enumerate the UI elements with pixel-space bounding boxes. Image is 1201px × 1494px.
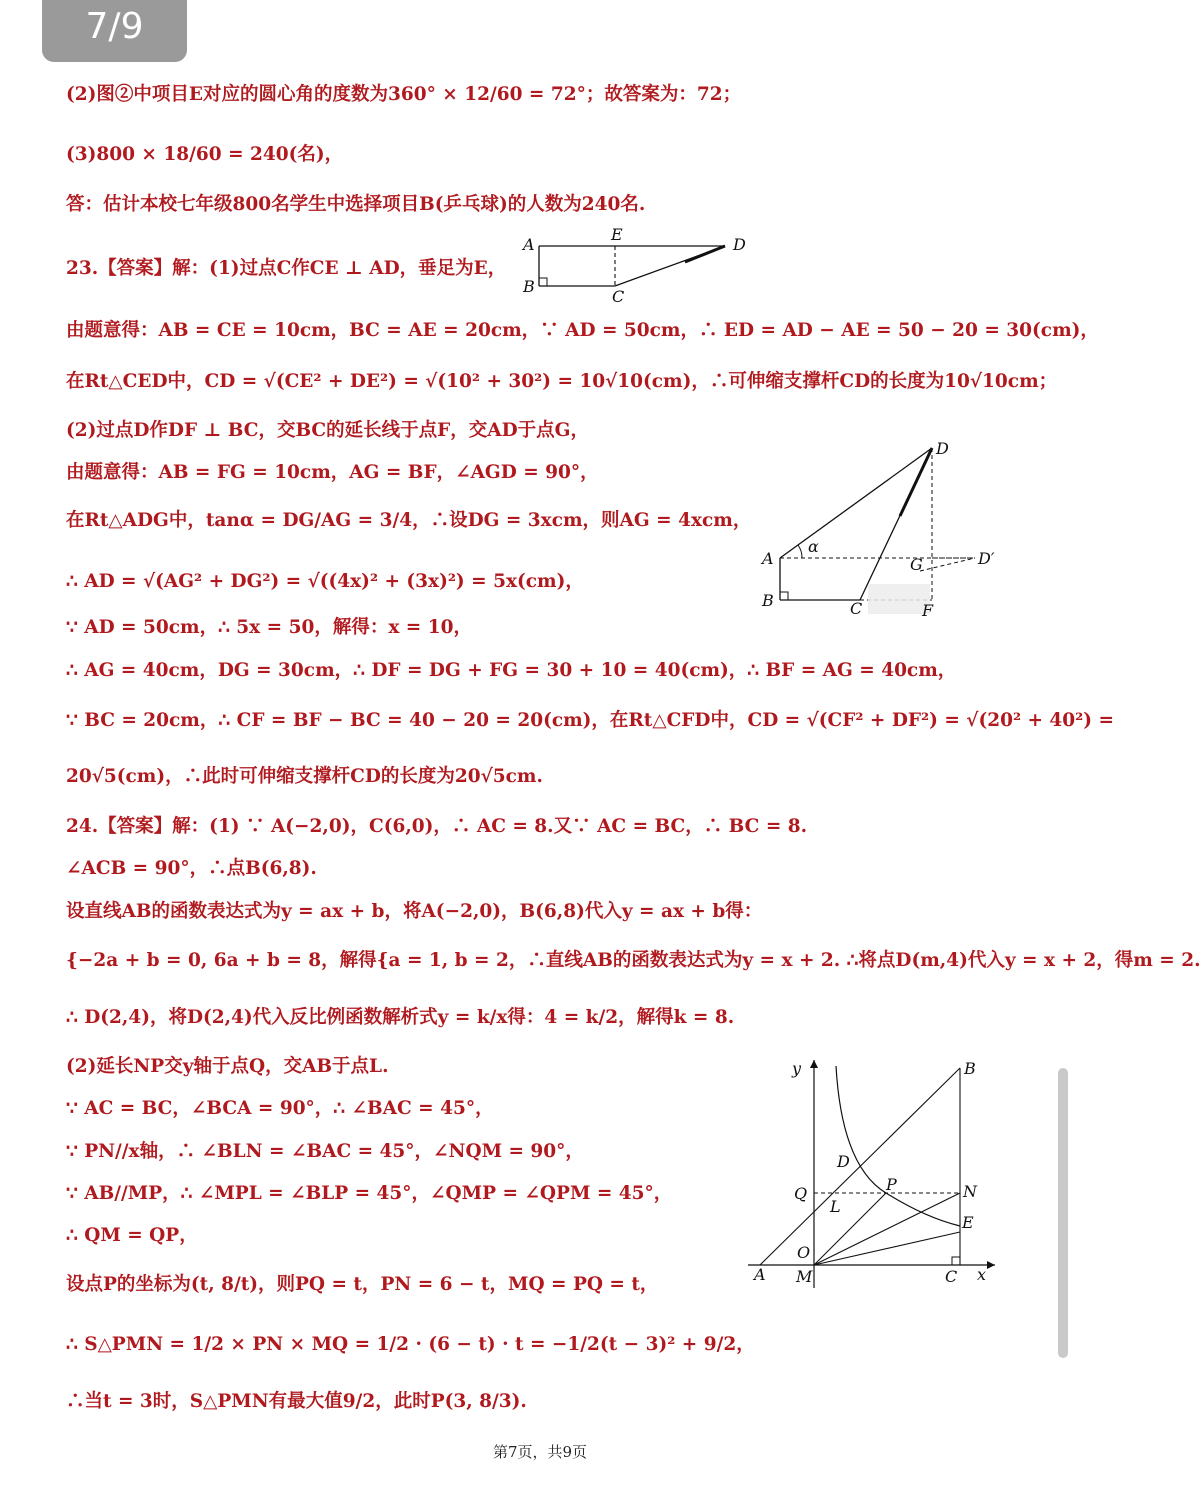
text-line: 由题意得：AB = FG = 10cm，AG = BF，∠AGD = 90°， (66, 462, 599, 483)
page-footer: 第7页，共9页 (492, 1443, 588, 1461)
figure3-label: A (754, 1265, 766, 1284)
figure2-label: α (808, 537, 819, 556)
figure2-label: C (850, 599, 863, 618)
figure3-label: E (962, 1213, 974, 1232)
page-indicator-badge: 7/9 (42, 0, 187, 62)
text-line: 24.【答案】解：(1) ∵ A(−2,0)，C(6,0)，∴ AC = 8.又∵ AC = BC，∴ BC = 8. (66, 816, 808, 837)
figure3-label: B (964, 1059, 976, 1078)
figure-23-1 (515, 222, 755, 306)
figure1-label: B (523, 277, 535, 296)
text-line: ∵ BC = 20cm，∴ CF = BF − BC = 40 − 20 = 20(cm)，在Rt△CFD中，CD = √(CF² + DF²) = √(20² + 40²) = (66, 710, 1114, 731)
figure3-label: O (797, 1243, 811, 1262)
figure2-label: B (762, 591, 774, 610)
figure2-label: D′ (978, 549, 995, 568)
text-line: (2)图②中项目E对应的圆心角的度数为360° × 12/60 = 72°；故答案为：72； (66, 84, 742, 105)
figure3-label: M (796, 1267, 813, 1286)
text-line: ∴ AD = √(AG² + DG²) = √((4x)² + (3x)²) = 5x(cm)， (66, 571, 584, 592)
figure2-label: A (762, 549, 774, 568)
text-line: (3)800 × 18/60 = 240(名)， (66, 144, 344, 165)
figure2-label: F (922, 601, 934, 620)
text-line: 在Rt△CED中，CD = √(CE² + DE²) = √(10² + 30²) = 10√10(cm)，∴可伸缩支撑杆CD的长度为10√10cm； (66, 371, 1058, 392)
figure2-label: D (936, 439, 949, 458)
text-line: 设点P的坐标为(t, 8/t)，则PQ = t，PN = 6 − t，MQ = PQ = t， (66, 1274, 659, 1295)
figure2-label: G (910, 555, 923, 574)
text-line: ∵ AC = BC，∠BCA = 90°，∴ ∠BAC = 45°， (66, 1098, 494, 1119)
text-line: 由题意得：AB = CE = 10cm，BC = AE = 20cm，∵ AD = 50cm，∴ ED = AD − AE = 50 − 20 = 30(cm)， (66, 320, 1099, 341)
figure1-label: A (523, 235, 535, 254)
text-line: ∴ D(2,4)，将D(2,4)代入反比例函数解析式y = k/x得：4 = k/2，解得k = 8. (66, 1007, 735, 1028)
scrollbar[interactable] (1058, 1068, 1068, 1358)
text-line: 20√5(cm)，∴此时可伸缩支撑杆CD的长度为20√5cm. (66, 766, 543, 787)
figure1-label: C (612, 287, 625, 306)
figure3-label: D (837, 1152, 850, 1171)
figure3-label: C (945, 1267, 958, 1286)
text-line: ∴ AG = 40cm，DG = 30cm，∴ DF = DG + FG = 30 + 10 = 40(cm)，∴ BF = AG = 40cm， (66, 660, 957, 681)
figure3-label: Q (794, 1184, 808, 1203)
text-line: ∴当t = 3时，S△PMN有最大值9/2，此时P(3, 8/3). (66, 1391, 527, 1412)
figure-24-coordinate-plane (740, 1056, 1000, 1292)
text-line: ∴ QM = QP， (66, 1225, 198, 1246)
text-line: ∵ AB//MP，∴ ∠MPL = ∠BLP = 45°，∠QMP = ∠QPM = 45°， (66, 1183, 673, 1204)
figure3-label: L (830, 1197, 841, 1216)
figure3-label: x (977, 1265, 987, 1284)
text-line: 23.【答案】解：(1)过点C作CE ⊥ AD，垂足为E， (66, 258, 507, 279)
text-line: 设直线AB的函数表达式为y = ax + b，将A(−2,0)，B(6,8)代入y = ax + b得： (66, 901, 763, 922)
text-line: 答：估计本校七年级800名学生中选择项目B(乒乓球)的人数为240名. (66, 194, 646, 215)
text-line: (2)过点D作DF ⊥ BC，交BC的延长线于点F，交AD于点G， (66, 420, 589, 441)
figure3-label: P (886, 1175, 897, 1194)
figure1-label: E (611, 225, 623, 244)
text-line: ∴ S△PMN = 1/2 × PN × MQ = 1/2 · (6 − t) · t = −1/2(t − 3)² + 9/2， (66, 1334, 755, 1355)
text-line: {−2a + b = 0, 6a + b = 8，解得{a = 1, b = 2，∴直线AB的函数表达式为y = x + 2. ∴将点D(m,4)代入y = x + 2，得m = 2. (66, 950, 1201, 971)
figure1-label: D (733, 235, 746, 254)
text-line: (2)延长NP交y轴于点Q，交AB于点L. (66, 1056, 389, 1077)
figure3-label: N (963, 1182, 977, 1201)
text-line: 在Rt△ADG中，tanα = DG/AG = 3/4，∴设DG = 3xcm，则AG = 4xcm， (66, 510, 752, 531)
figure-23-2 (750, 436, 1005, 618)
text-line: ∠ACB = 90°，∴点B(6,8). (66, 858, 317, 879)
figure3-label: y (792, 1059, 802, 1078)
text-line: ∵ AD = 50cm，∴ 5x = 50，解得：x = 10， (66, 617, 472, 638)
text-line: ∵ PN//x轴，∴ ∠BLN = ∠BAC = 45°，∠NQM = 90°， (66, 1141, 584, 1162)
